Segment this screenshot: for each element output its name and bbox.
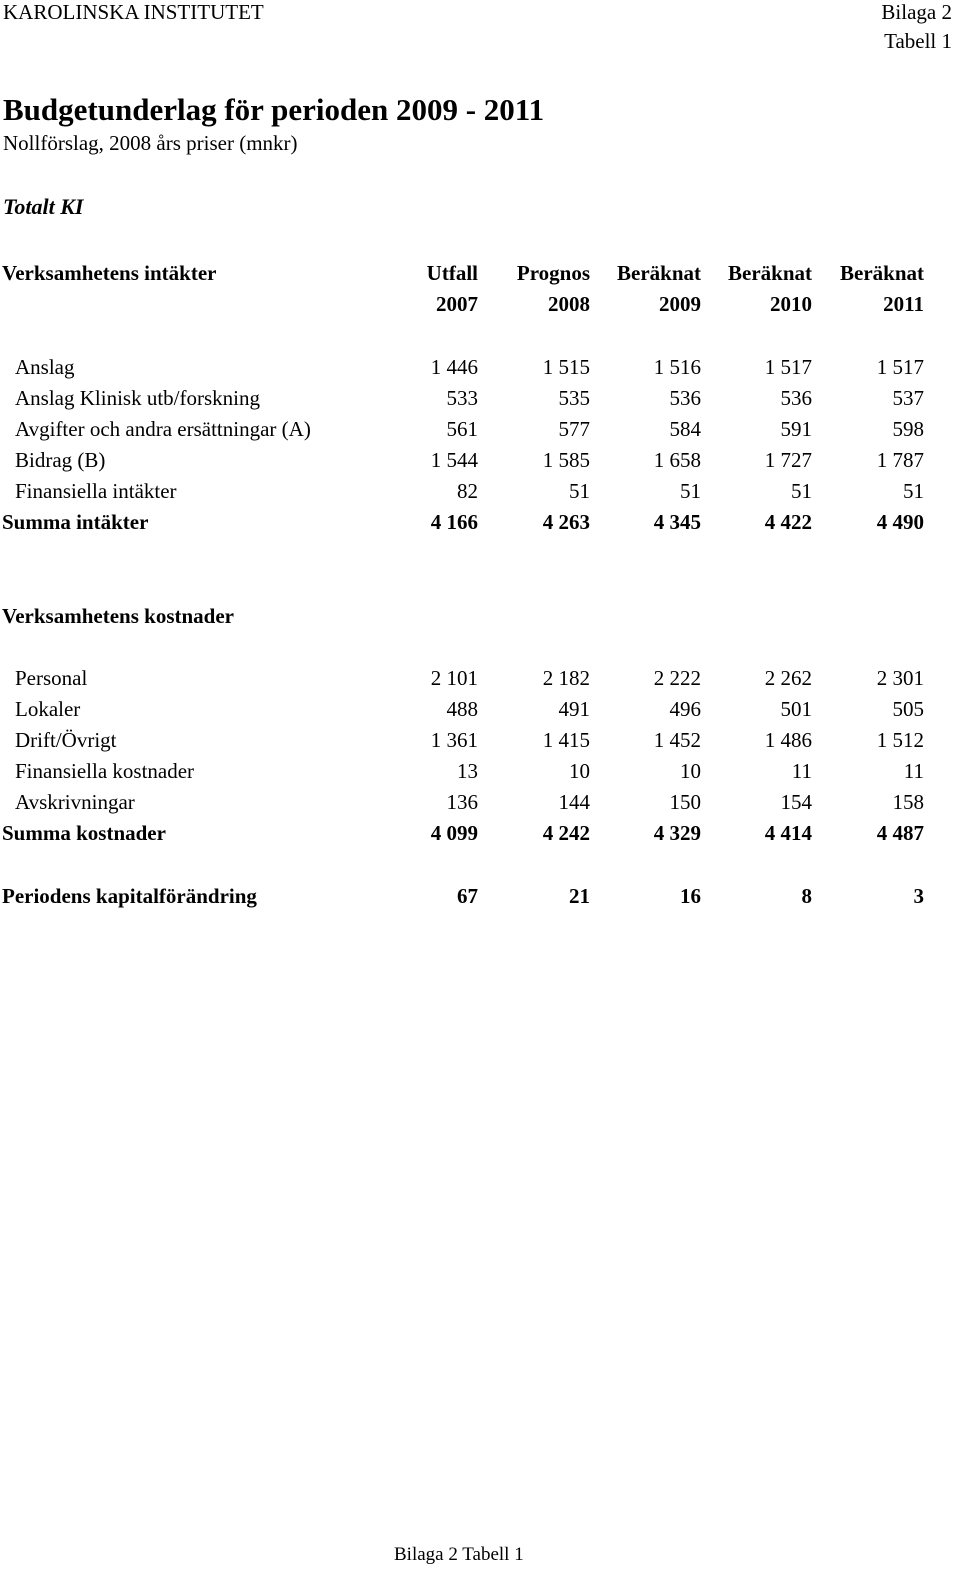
cell-value: 4 329 [653, 821, 701, 845]
cell-value: 2 301 [876, 666, 924, 690]
cell-value: 584 [669, 417, 701, 441]
table-row [0, 479, 960, 503]
cell-value: 21 [569, 884, 590, 908]
cell-value: 1 446 [430, 355, 478, 379]
column-label: Prognos [516, 261, 590, 285]
cell-value: 51 [680, 479, 701, 503]
cell-value: 1 517 [876, 355, 924, 379]
cell-value: 536 [669, 386, 701, 410]
cell-value: 4 487 [876, 821, 924, 845]
cell-value: 491 [558, 697, 590, 721]
table-row [0, 790, 960, 814]
section-title: Totalt KI [3, 194, 84, 219]
cell-value: 51 [791, 479, 812, 503]
row-label: Summa intäkter [2, 510, 149, 534]
cell-value: 535 [558, 386, 590, 410]
costs-heading: Verksamhetens kostnader [2, 604, 234, 628]
page-title: Budgetunderlag för perioden 2009 - 2011 [3, 92, 545, 127]
cell-value: 1 452 [653, 728, 701, 752]
column-label: Beräknat [840, 261, 924, 285]
cell-value: 51 [903, 479, 924, 503]
cell-value: 2 222 [653, 666, 701, 690]
cell-value: 536 [780, 386, 812, 410]
cell-value: 1 361 [430, 728, 478, 752]
column-year: 2007 [436, 292, 478, 316]
column-label: Beräknat [617, 261, 701, 285]
table-row [0, 386, 960, 410]
cell-value: 1 517 [764, 355, 812, 379]
costs-header-row [0, 604, 960, 628]
row-label: Finansiella intäkter [15, 479, 177, 503]
cell-value: 1 585 [542, 448, 590, 472]
cell-value: 598 [892, 417, 924, 441]
row-label: Drift/Övrigt [15, 728, 117, 752]
row-label: Lokaler [15, 697, 81, 721]
cell-value: 561 [446, 417, 478, 441]
row-label: Anslag [15, 355, 75, 379]
table-row [0, 666, 960, 690]
year-header-row [0, 292, 960, 316]
table-row [0, 448, 960, 472]
institution-name: KAROLINSKA INSTITUTET [3, 0, 264, 24]
cell-value: 16 [680, 884, 701, 908]
cell-value: 158 [892, 790, 924, 814]
cell-value: 1 787 [876, 448, 924, 472]
table-row [0, 697, 960, 721]
cell-value: 1 512 [876, 728, 924, 752]
cell-value: 11 [791, 759, 812, 783]
page-subtitle: Nollförslag, 2008 års priser (mnkr) [3, 131, 298, 155]
cell-value: 1 515 [542, 355, 590, 379]
income-heading: Verksamhetens intäkter [2, 261, 217, 285]
cell-value: 4 422 [764, 510, 812, 534]
cell-value: 4 414 [764, 821, 812, 845]
cell-value: 67 [457, 884, 478, 908]
table-row [0, 759, 960, 783]
cell-value: 2 182 [542, 666, 590, 690]
cell-value: 1 415 [542, 728, 590, 752]
column-year: 2008 [548, 292, 590, 316]
row-label: Avgifter och andra ersättningar (A) [15, 417, 311, 441]
income-header-row [0, 261, 960, 285]
appendix-label: Bilaga 2 [881, 0, 952, 24]
cell-value: 2 101 [430, 666, 478, 690]
cell-value: 3 [913, 884, 924, 908]
page-footer: Bilaga 2 Tabell 1 [394, 1544, 524, 1565]
column-year: 2010 [770, 292, 812, 316]
cell-value: 1 486 [764, 728, 812, 752]
cell-value: 533 [446, 386, 478, 410]
cell-value: 1 727 [764, 448, 812, 472]
cell-value: 4 345 [653, 510, 701, 534]
table-row [0, 728, 960, 752]
cell-value: 8 [801, 884, 812, 908]
total-row [0, 510, 960, 534]
cell-value: 501 [780, 697, 812, 721]
cell-value: 537 [892, 386, 924, 410]
cell-value: 51 [569, 479, 590, 503]
row-label: Finansiella kostnader [15, 759, 195, 783]
cell-value: 150 [669, 790, 701, 814]
cell-value: 496 [669, 697, 701, 721]
result-row [0, 884, 960, 908]
cell-value: 1 544 [430, 448, 478, 472]
column-label: Beräknat [728, 261, 812, 285]
row-label: Summa kostnader [2, 821, 166, 845]
cell-value: 4 263 [542, 510, 590, 534]
cell-value: 13 [457, 759, 478, 783]
column-label: Utfall [426, 261, 478, 285]
total-row [0, 821, 960, 845]
cell-value: 1 658 [653, 448, 701, 472]
cell-value: 4 242 [542, 821, 590, 845]
cell-value: 82 [457, 479, 478, 503]
column-year: 2011 [883, 292, 924, 316]
cell-value: 10 [569, 759, 590, 783]
cell-value: 4 166 [430, 510, 478, 534]
cell-value: 4 490 [876, 510, 924, 534]
cell-value: 10 [680, 759, 701, 783]
cell-value: 505 [892, 697, 924, 721]
cell-value: 1 516 [653, 355, 701, 379]
cell-value: 11 [903, 759, 924, 783]
row-label: Bidrag (B) [15, 448, 106, 472]
row-label: Personal [15, 666, 88, 690]
cell-value: 488 [446, 697, 478, 721]
cell-value: 591 [780, 417, 812, 441]
cell-value: 144 [558, 790, 590, 814]
cell-value: 2 262 [764, 666, 812, 690]
table-ref-label: Tabell 1 [884, 29, 952, 53]
cell-value: 577 [558, 417, 590, 441]
row-label: Periodens kapitalförändring [2, 884, 257, 908]
column-year: 2009 [659, 292, 701, 316]
table-row [0, 355, 960, 379]
cell-value: 4 099 [430, 821, 478, 845]
cell-value: 154 [780, 790, 812, 814]
table-row [0, 417, 960, 441]
cell-value: 136 [446, 790, 478, 814]
row-label: Avskrivningar [15, 790, 135, 814]
row-label: Anslag Klinisk utb/forskning [15, 386, 260, 410]
